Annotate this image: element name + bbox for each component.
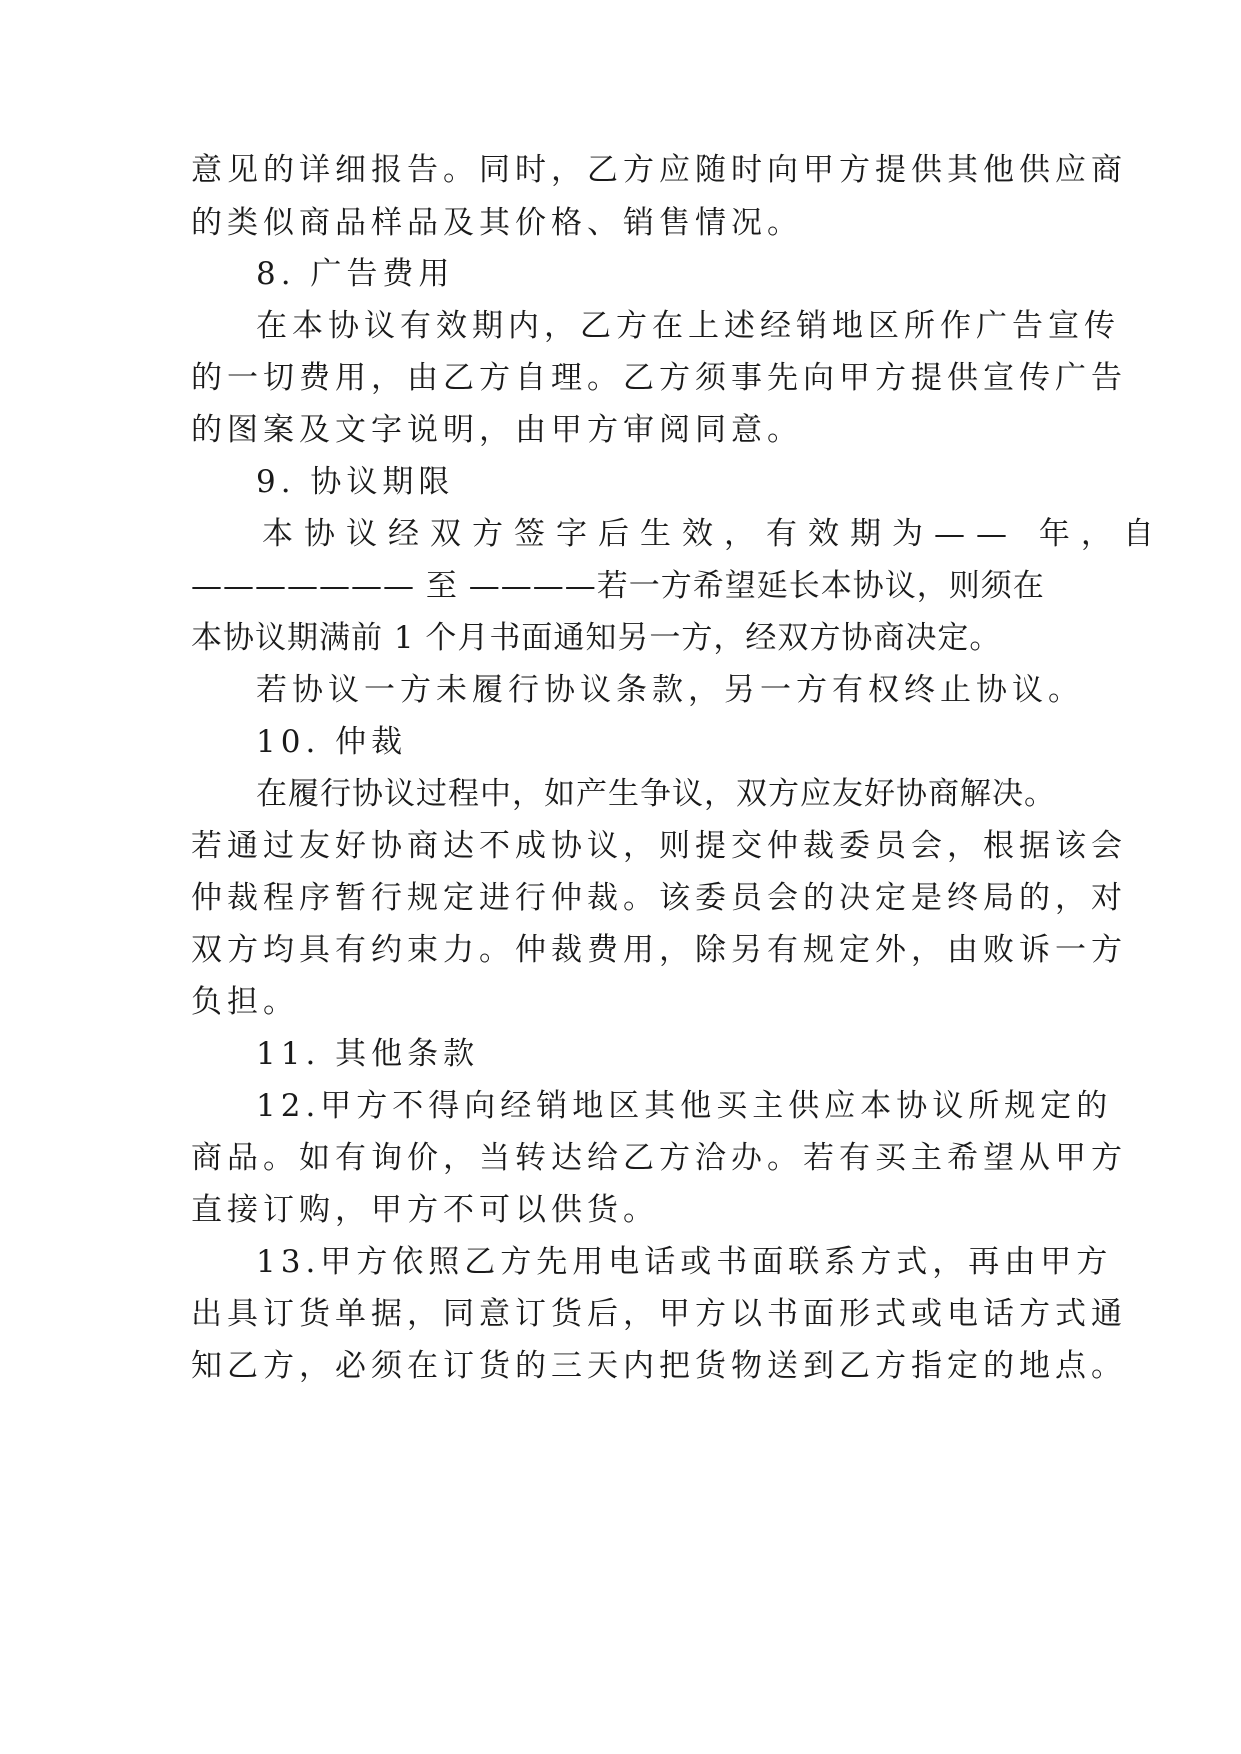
body-line: 仲裁程序暂行规定进行仲裁。该委员会的决定是终局的，对 [191, 880, 1127, 916]
body-line: 负担。 [191, 984, 299, 1020]
section-heading-10: 10. 仲裁 [256, 724, 408, 760]
body-line: 若通过友好协商达不成协议，则提交仲裁委员会，根据该会 [191, 828, 1127, 864]
section-heading-8: 8. 广告费用 [256, 256, 455, 292]
body-line: 双方均具有约束力。仲裁费用，除另有规定外，由败诉一方 [191, 932, 1127, 968]
body-line: 的一切费用，由乙方自理。乙方须事先向甲方提供宣传广告 [191, 360, 1127, 396]
body-line: 在本协议有效期内，乙方在上述经销地区所作广告宣传 [256, 308, 1120, 344]
section-heading-11: 11. 其他条款 [256, 1036, 480, 1072]
body-line: 知乙方，必须在订货的三天内把货物送到乙方指定的地点。 [191, 1348, 1127, 1384]
body-line: 商品。如有询价，当转达给乙方洽办。若有买主希望从甲方 [191, 1140, 1127, 1176]
body-line: 本协议经双方签字后生效，有效期为—— 年，自 [262, 516, 1165, 552]
body-line: 的图案及文字说明，由甲方审阅同意。 [191, 412, 803, 448]
body-line: 若协议一方未履行协议条款，另一方有权终止协议。 [256, 672, 1084, 708]
body-line: 本协议期满前 1 个月书面通知另一方，经双方协商决定。 [191, 620, 1002, 656]
clause-12-line: 12.甲方不得向经销地区其他买主供应本协议所规定的 [256, 1088, 1113, 1124]
body-line: 意见的详细报告。同时，乙方应随时向甲方提供其他供应商 [191, 152, 1127, 188]
clause-13-line: 13.甲方依照乙方先用电话或书面联系方式，再由甲方 [256, 1244, 1113, 1280]
body-line: 在履行协议过程中，如产生争议，双方应友好协商解决。 [256, 776, 1056, 812]
section-heading-9: 9. 协议期限 [256, 464, 455, 500]
body-line: 的类似商品样品及其价格、销售情况。 [191, 205, 803, 241]
body-line: 直接订购，甲方不可以供货。 [191, 1192, 659, 1228]
body-line: 出具订货单据，同意订货后，甲方以书面形式或电话方式通 [191, 1296, 1127, 1332]
body-line: ——————— 至 ————若一方希望延长本协议，则须在 [191, 568, 1045, 604]
